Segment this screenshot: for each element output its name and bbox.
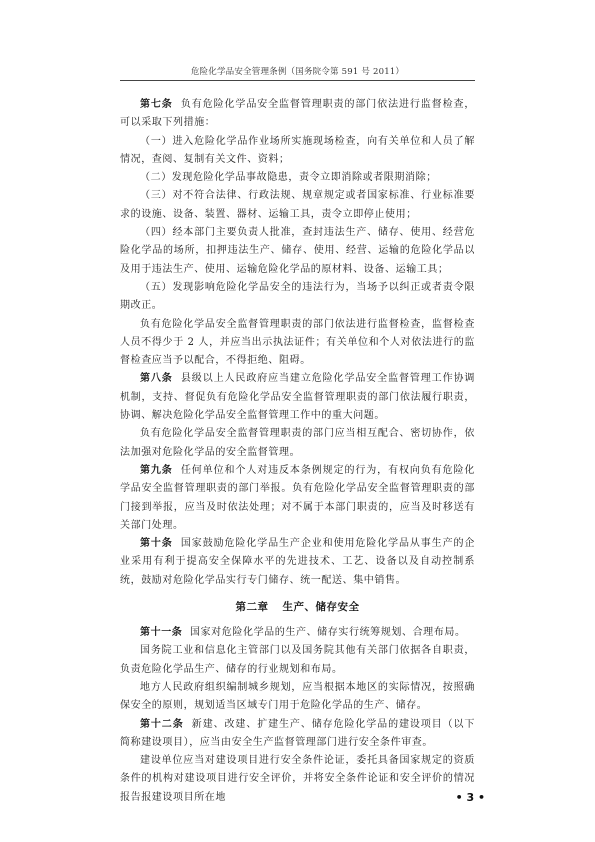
list-item: （四）经本部门主要负责人批准，查封违法生产、储存、使用、经营危险化学品的场所，扣押违法生产、储存、使用、经营、运输的危险化学品以及用于违法生产、使用、运输危险化学品的原材料、设备、运输工具； bbox=[120, 227, 475, 275]
article-8 bbox=[120, 370, 475, 425]
page-number: • 3 • bbox=[455, 791, 485, 804]
header-rule bbox=[120, 80, 475, 81]
paragraph: 建设单位应当对建设项目进行安全条件论证，委托具备国家规定的资质条件的机构对建设项目进行安全评价，并将安全条件论证和安全评价的情况报告报建设项目所在地 bbox=[120, 755, 475, 803]
article-label: 第十一条 bbox=[140, 627, 183, 639]
article-7 bbox=[120, 96, 475, 133]
paragraph: 地方人民政府组织编制城乡规划，应当根据本地区的实际情况，按照确保安全的原则，规划适当区域专门用于危险化学品的生产、储存。 bbox=[120, 681, 475, 712]
list-item: （三）对不符合法律、行政法规、规章规定或者国家标准、行业标准要求的设施、设备、装置、器材、运输工具，责令立即停止使用； bbox=[120, 190, 475, 220]
article-12 bbox=[120, 716, 475, 753]
article-text: 国家对危险化学品的生产、储存实行统筹规划、合理布局。 bbox=[189, 627, 466, 639]
article-9 bbox=[120, 462, 475, 535]
article-label: 第八条 bbox=[140, 373, 173, 385]
article-label: 第七条 bbox=[140, 99, 173, 110]
article-label: 第十条 bbox=[140, 538, 173, 550]
article-text: 县级以上人民政府应当建立危险化学品安全监督管理工作协调机制，支持、督促负有危险化学品安全监督管理职责的部门依法履行职责，协调、解决危险化学品安全监督管理工作中的重大问题。 bbox=[120, 373, 475, 422]
chapter-title: 生产、储存安全 bbox=[282, 601, 360, 614]
chapter-number: 第二章 bbox=[235, 601, 269, 614]
body-text bbox=[120, 96, 475, 807]
paragraph: 负有危险化学品安全监督管理职责的部门应当相互配合、密切协作，依法加强对危险化学品的安全监督管理。 bbox=[120, 428, 475, 458]
article-text: 负有危险化学品安全监督管理职责的部门依法进行监督检查，可以采取下列措施： bbox=[120, 99, 475, 129]
article-text: 任何单位和个人对违反本条例规定的行为，有权向负有危险化学品安全监督管理职责的部门举报。负有危险化学品安全监督管理职责的部门接到举报，应当及时依法处理；对不属于本部门职责的，应当及时移送有关部门处理。 bbox=[120, 464, 475, 531]
list-item: （五）发现影响危险化学品安全的违法行为，当场予以纠正或者责令限期改正。 bbox=[120, 281, 475, 312]
paragraph: 负有危险化学品安全监督管理职责的部门依法进行监督检查，监督检查人员不得少于 2 人，并应当出示执法证件；有关单位和个人对依法进行的监督检查应当予以配合，不得拒绝、阻碍。 bbox=[120, 318, 475, 367]
list-item: （二）发现危险化学品事故隐患，责令立即消除或者限期消除； bbox=[140, 172, 437, 184]
running-head: 危险化学品安全管理条例（国务院令第 591 号 2011） bbox=[190, 67, 405, 77]
article-label: 第十二条 bbox=[140, 718, 184, 730]
list-item: （一）进入危险化学品作业场所实施现场检查，向有关单位和人员了解情况，查阅、复制有关文件、资料； bbox=[120, 135, 475, 165]
article-text: 新建、改建、扩建生产、储存危险化学品的建设项目（以下简称建设项目），应当由安全生产监督管理部门进行安全条件审查。 bbox=[120, 718, 475, 748]
chapter-heading bbox=[120, 598, 475, 616]
article-text: 国家鼓励危险化学品生产企业和使用危险化学品从事生产的企业采用有利于提高安全保障水平的先进技术、工艺、设备以及自动控制系统，鼓励对危险化学品实行专门储存、统一配送、集中销售。 bbox=[120, 538, 475, 586]
article-10 bbox=[120, 535, 475, 590]
article-11 bbox=[120, 624, 475, 642]
paragraph: 国务院工业和信息化主管部门以及国务院其他有关部门依据各自职责，负责危险化学品生产、储存的行业规划和布局。 bbox=[120, 645, 475, 675]
article-label: 第九条 bbox=[140, 464, 173, 476]
